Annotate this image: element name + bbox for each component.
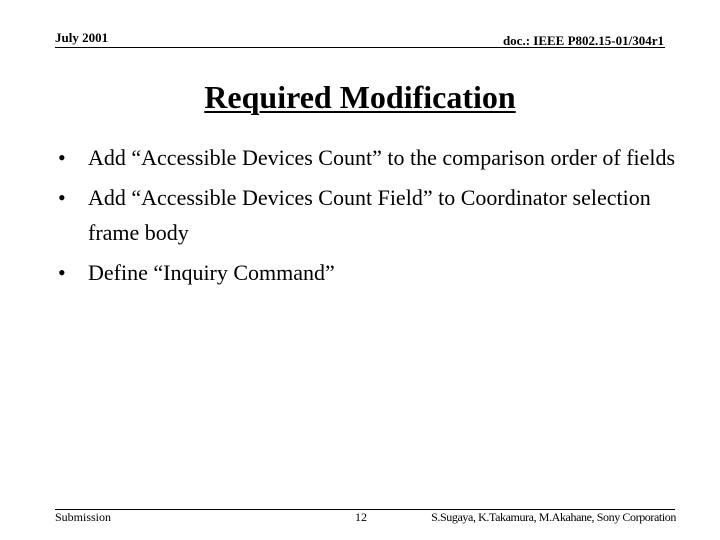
bullet-text: Add “Accessible Devices Count Field” to Coordinator selection frame body	[88, 185, 651, 245]
bullet-item	[58, 140, 678, 175]
bullet-marker: •	[58, 145, 66, 170]
bullet-marker: •	[58, 185, 66, 210]
bullet-text: Define “Inquiry Command”	[88, 260, 335, 285]
slide-title-text: Required Modification	[204, 79, 516, 115]
bullet-marker: •	[58, 260, 66, 285]
header-date: July 2001	[55, 30, 109, 45]
bullet-item	[58, 180, 678, 250]
bullet-list	[58, 140, 678, 295]
header-doc-id: doc.: IEEE P802.15-01/304r1	[502, 33, 664, 48]
footer-page-number: 12	[355, 510, 367, 524]
bullet-item	[58, 255, 678, 290]
bullet-text: Add “Accessible Devices Count” to the comparison order of fields	[88, 145, 676, 170]
header-divider	[55, 47, 665, 48]
slide-title	[0, 77, 720, 117]
footer-authors: S.Sugaya, K.Takamura, M.Akahane, Sony Corporation	[431, 510, 676, 524]
footer-submission: Submission	[55, 510, 112, 524]
